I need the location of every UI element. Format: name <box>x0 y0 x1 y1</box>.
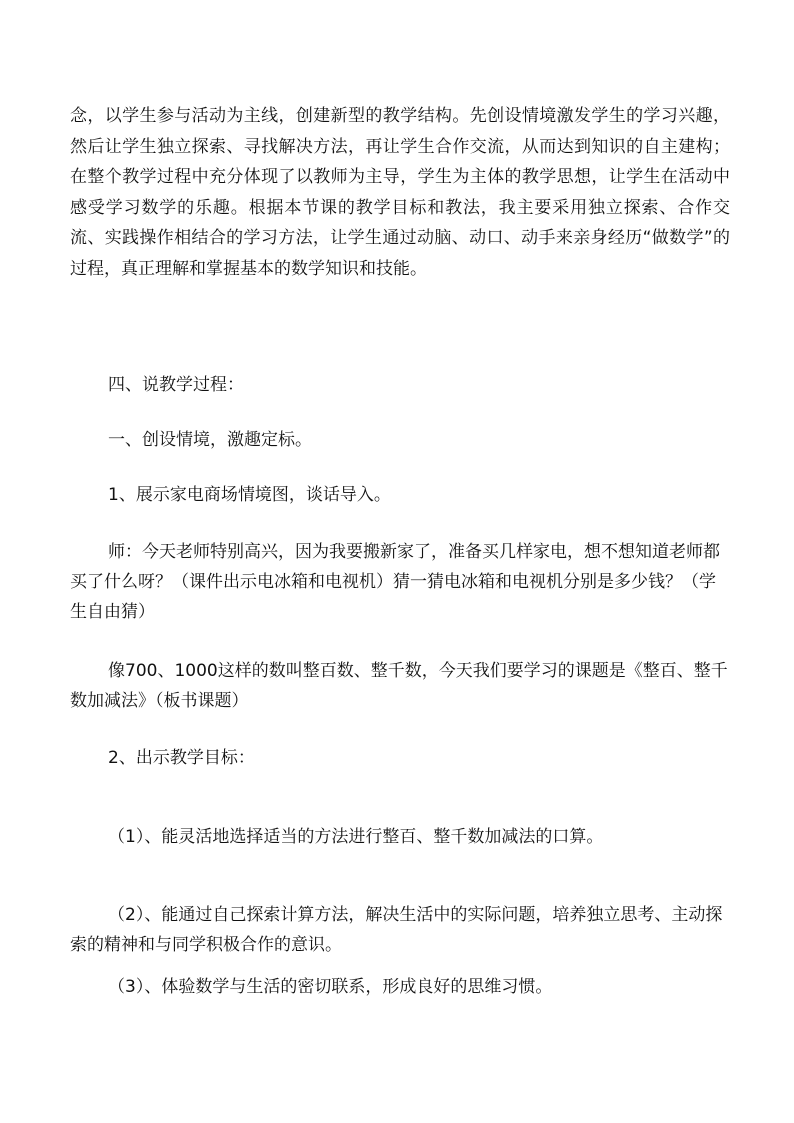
paragraph-teaching-philosophy: 念，以学生参与活动为主线，创建新型的教学结构。先创设情境激发学生的学习兴趣，然后让学生独立探索、寻找解决方法，再让学生合作交流，从而达到知识的自主建构；在整个教学过程中充分体现了以教师为主导，学生为主体的教学思想，让学生在活动中感受学习数学的乐趣。根据本节课的教学目标和教法，我主要采用独立探索、合作交流、实践操作相结合的学习方法，让学生通过动脑、动口、动手来亲身经历“做数学”的过程，真正理解和掌握基本的数学知识和技能。 <box>70 106 730 279</box>
goal-item-1: （1）、能灵活地选择适当的方法进行整百、整千数加减法的口算。 <box>108 827 604 847</box>
goal-item-3: （3）、体验数学与生活的密切联系，形成良好的思维习惯。 <box>108 977 553 997</box>
step-show-situation-image: 1、展示家电商场情境图，谈话导入。 <box>108 485 391 505</box>
paragraph-teacher-dialogue: 师：今天老师特别高兴，因为我要搬新家了，准备买几样家电，想不想知道老师都买了什么呀？（课件出示电冰箱和电视机）猜一猜电冰箱和电视机分别是多少钱？（学生自由猜） <box>70 542 720 622</box>
heading-teaching-process: 四、说教学过程： <box>108 375 244 395</box>
paragraph-lesson-topic: 像700、1000这样的数叫整百数、整千数，今天我们要学习的课题是《整百、整千数加减法》（板书课题） <box>70 661 728 711</box>
heading-create-situation: 一、创设情境，激趣定标。 <box>108 430 312 450</box>
goal-item-2: （2）、能通过自己探索计算方法，解决生活中的实际问题，培养独立思考、主动探索的精神和与同学积极合作的意识。 <box>70 905 723 955</box>
step-show-goals: 2、出示教学目标： <box>108 748 255 768</box>
